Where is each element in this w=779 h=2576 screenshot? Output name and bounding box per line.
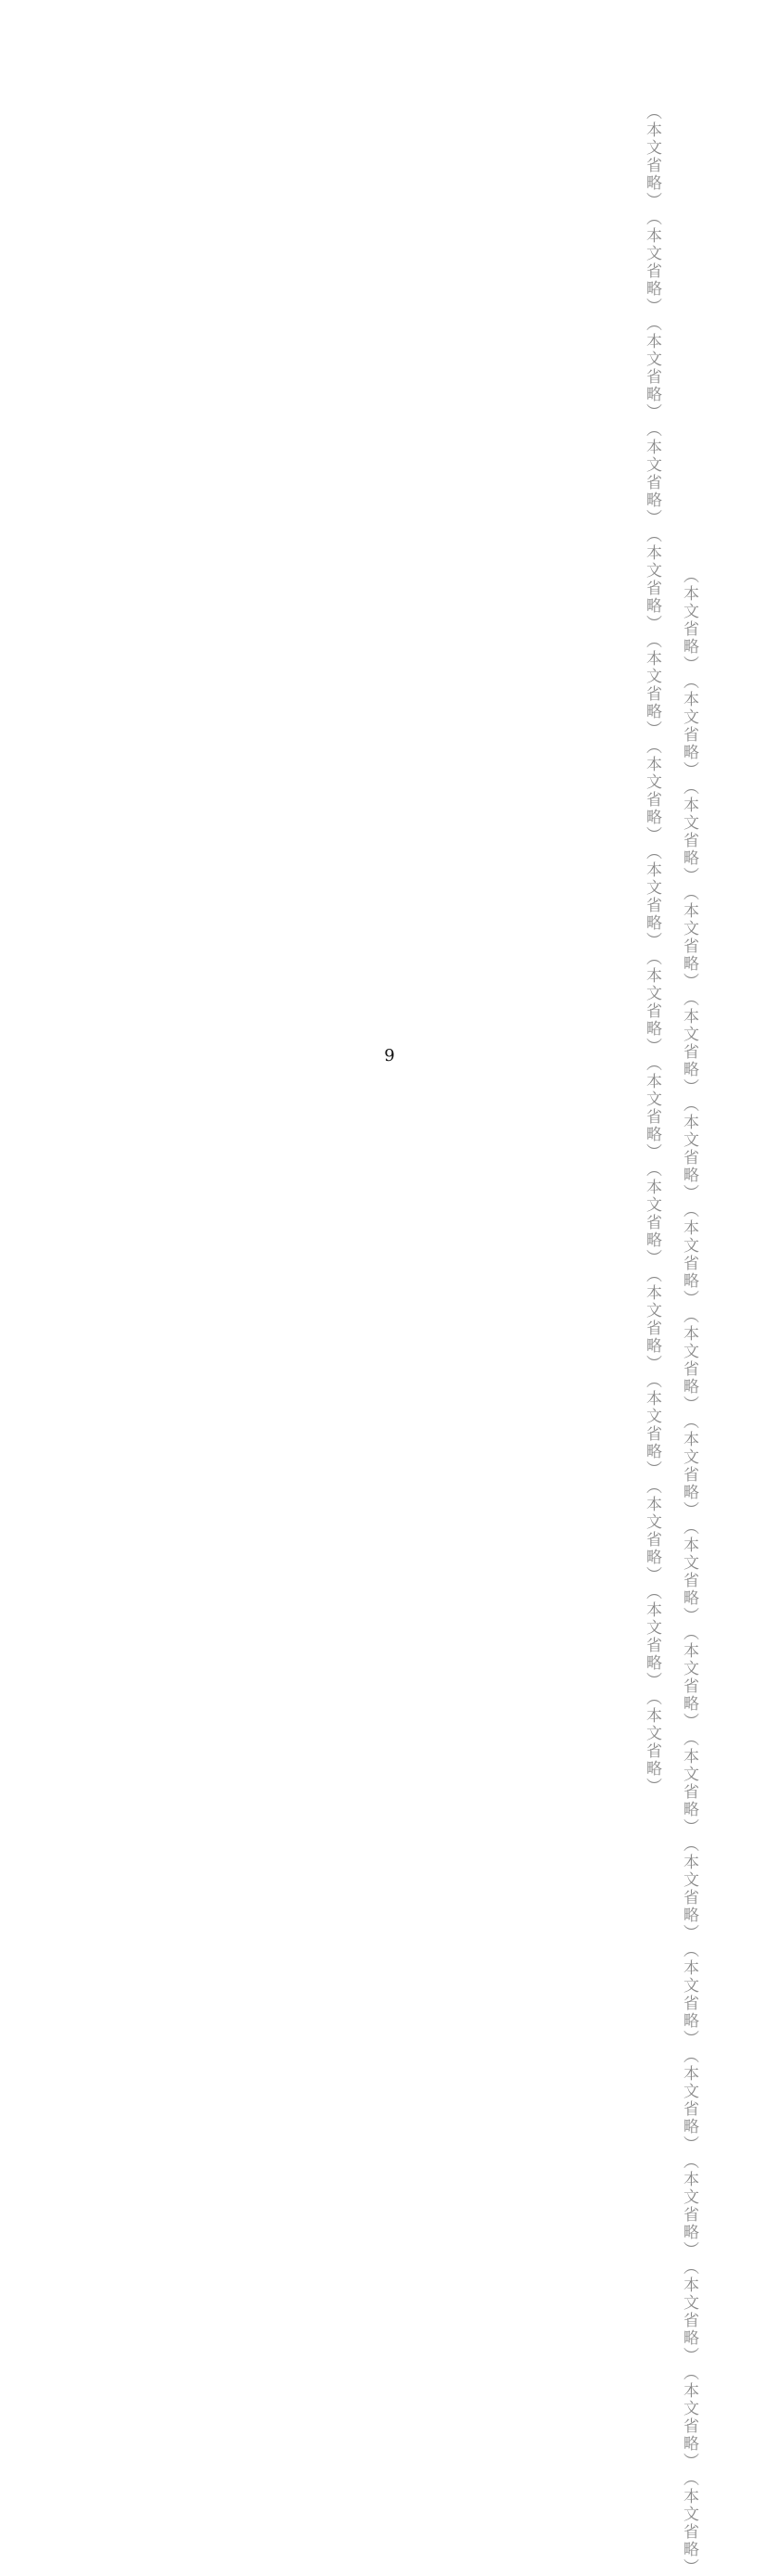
text-column: （本文省略） [680,1096,698,1202]
text-column: （本文省略） [680,2047,698,2153]
page-number: 9 [384,1046,395,1065]
text-column: （本文省略） [680,2153,698,2259]
text-column: （本文省略） [643,1055,661,1161]
lower-text-block [93,567,705,2576]
text-column: （本文省略） [643,738,661,844]
text-column: （本文省略） [680,1730,698,1836]
text-column: （本文省略） [643,104,661,210]
text-column: （本文省略） [643,1267,661,1372]
text-column: （本文省略） [680,2470,698,2576]
text-column: （本文省略） [680,2259,698,2365]
text-column: （本文省略） [643,1584,661,1690]
text-column: （本文省略） [643,315,661,421]
text-column: （本文省略） [643,844,661,950]
text-column: （本文省略） [680,1413,698,1519]
text-column: （本文省略） [643,1372,661,1478]
text-column: （本文省略） [680,1202,698,1307]
text-column: （本文省略） [643,527,661,632]
text-column: （本文省略） [680,673,698,779]
text-column: （本文省略） [643,1161,661,1267]
text-column: （本文省略） [643,421,661,527]
upper-text-block [111,104,668,1795]
text-column: （本文省略） [680,1307,698,1413]
text-column: （本文省略） [680,885,698,990]
text-column: （本文省略） [680,1836,698,1942]
text-column: （本文省略） [680,1942,698,2047]
text-column: （本文省略） [643,1690,661,1795]
text-column: （本文省略） [680,567,698,673]
text-column: （本文省略） [680,1625,698,1730]
text-column: （本文省略） [680,779,698,885]
text-column: （本文省略） [643,1478,661,1584]
text-column: （本文省略） [680,2365,698,2470]
text-column: （本文省略） [643,632,661,738]
text-column: （本文省略） [643,210,661,315]
text-column: （本文省略） [643,950,661,1055]
text-column: （本文省略） [680,990,698,1096]
text-column: （本文省略） [680,1519,698,1625]
